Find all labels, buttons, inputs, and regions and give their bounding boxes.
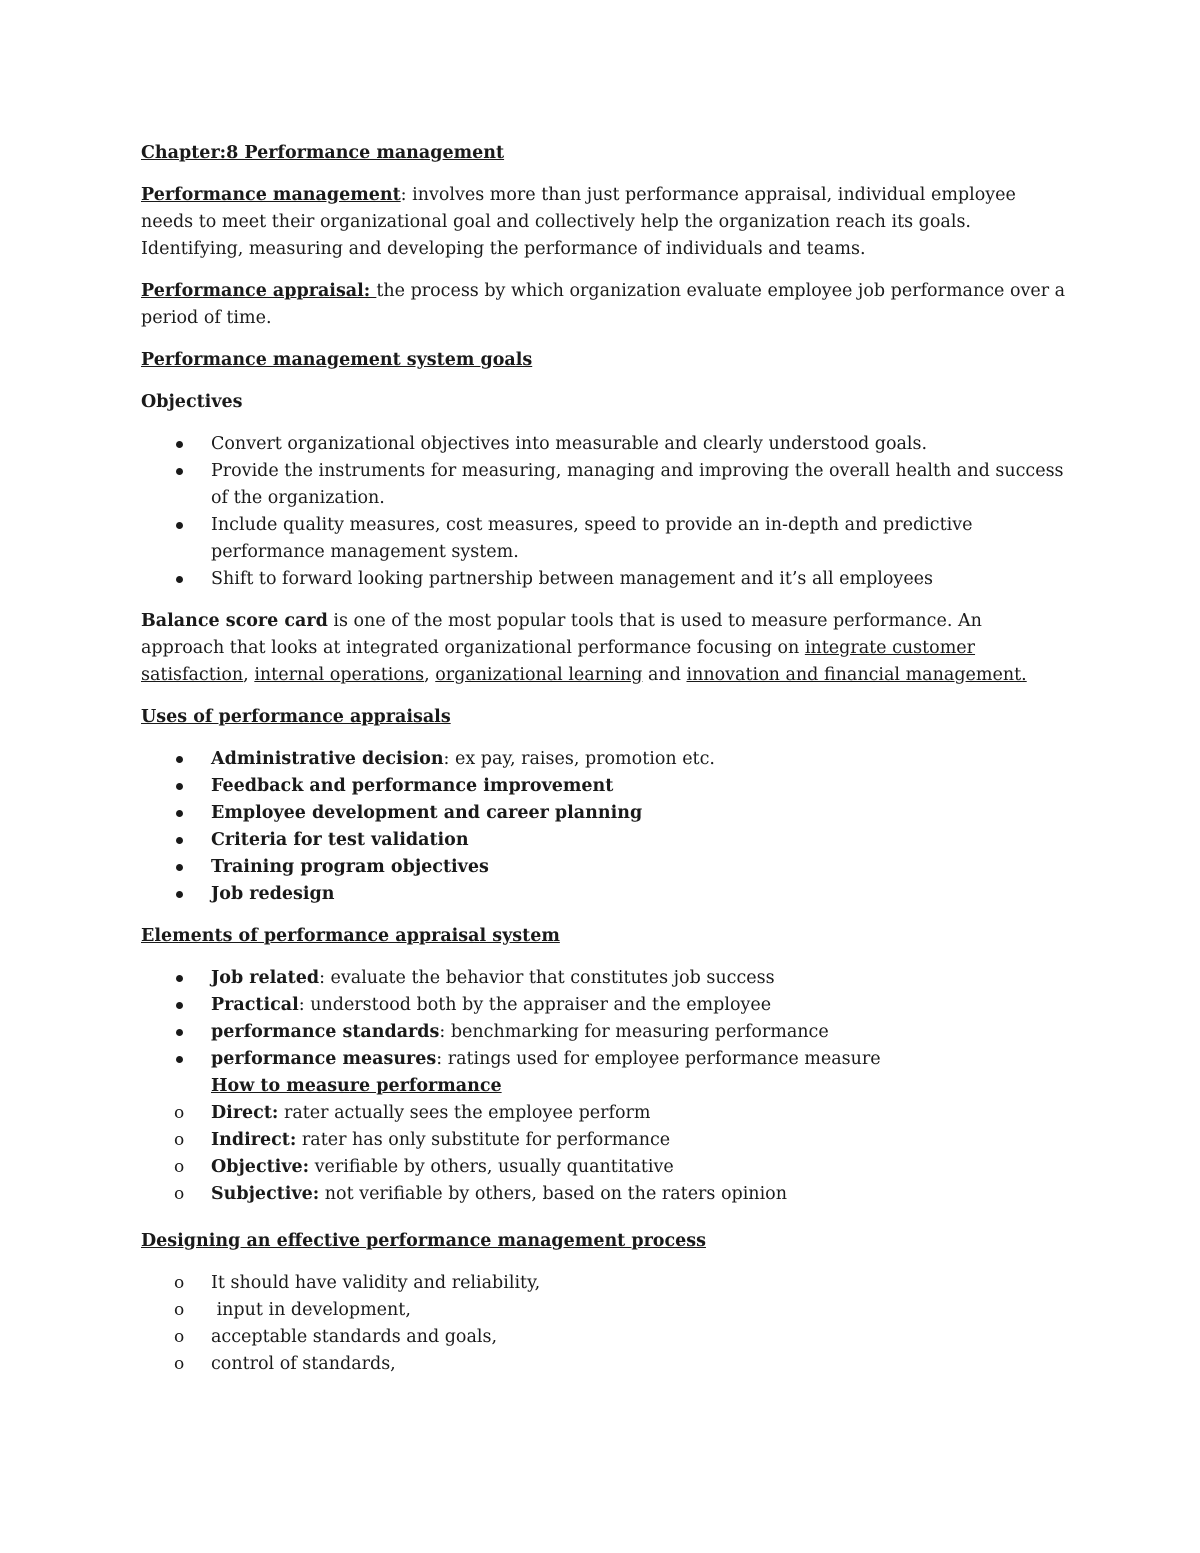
- list-item: [141, 512, 1066, 566]
- list-item: [141, 965, 1066, 992]
- list-item-term: Employee development and career planning: [211, 803, 643, 823]
- pm-definition: [141, 182, 1066, 263]
- list-item-term: performance standards: [211, 1022, 440, 1042]
- bsc-term: Balance score card: [141, 611, 328, 631]
- chapter-title: Chapter:8 Performance management: [141, 143, 505, 163]
- list-item: [141, 1019, 1066, 1046]
- list-item: [141, 1127, 1066, 1154]
- list-item-text: : ratings used for employee performance measure: [436, 1049, 881, 1069]
- circle-bullet-icon: o: [174, 1130, 185, 1150]
- list-item-term: Job related: [211, 968, 320, 988]
- list-item: [141, 1181, 1066, 1208]
- list-item: [141, 1154, 1066, 1181]
- list-item-text: verifiable by others, usually quantitative: [309, 1157, 674, 1177]
- list-item-term: Objective:: [211, 1157, 310, 1177]
- list-item: [141, 1046, 1066, 1073]
- list-item-term: Practical: [211, 995, 299, 1015]
- pa-definition: [141, 278, 1066, 332]
- list-item: [141, 1324, 1066, 1351]
- list-item-text: Provide the instruments for measuring, managing and improving the overall health and success of the organization.: [211, 461, 1064, 508]
- bsc-underlined-2: internal operations: [254, 665, 425, 685]
- circle-bullet-icon: o: [174, 1103, 185, 1123]
- list-item-text: : evaluate the behavior that constitutes job success: [319, 968, 775, 988]
- list-item-text: rater actually sees the employee perform: [278, 1103, 651, 1123]
- list-item-text: control of standards,: [211, 1354, 396, 1374]
- list-item-term: Feedback and performance improvement: [211, 776, 614, 796]
- bsc-sep-1: ,: [243, 665, 255, 685]
- list-item-term: Indirect:: [211, 1130, 297, 1150]
- uses-heading: Uses of performance appraisals: [141, 707, 451, 727]
- list-item: [141, 773, 1066, 800]
- designing-list: [141, 1270, 1066, 1378]
- list-item-text: Include quality measures, cost measures, speed to provide an in-depth and predictive performance management system.: [211, 515, 973, 562]
- list-item: [141, 1297, 1066, 1324]
- bsc-sep-3: and: [642, 665, 687, 685]
- list-item: [141, 827, 1066, 854]
- elements-list: [141, 965, 1066, 1073]
- designing-heading: Designing an effective performance management process: [141, 1231, 706, 1251]
- list-item-term: Training program objectives: [211, 857, 489, 877]
- circle-bullet-icon: o: [174, 1327, 185, 1347]
- measure-heading: How to measure performance: [211, 1076, 502, 1096]
- measures-list: [141, 1100, 1066, 1208]
- pm-term: Performance management: [141, 185, 401, 205]
- list-item: [141, 746, 1066, 773]
- objectives-list: [141, 431, 1066, 593]
- list-item-text: Convert organizational objectives into measurable and clearly understood goals.: [211, 434, 928, 454]
- list-item: [141, 1270, 1066, 1297]
- list-item: [141, 458, 1066, 512]
- list-item-text: acceptable standards and goals,: [211, 1327, 498, 1347]
- list-item-text: It should have validity and reliability,: [211, 1273, 541, 1293]
- document-page: [141, 140, 1066, 1393]
- goals-heading: Performance management system goals: [141, 350, 533, 370]
- bsc-sep-2: ,: [424, 665, 436, 685]
- circle-bullet-icon: o: [174, 1157, 185, 1177]
- objectives-heading: Objectives: [141, 392, 243, 412]
- list-item-text: Shift to forward looking partnership between management and it’s all employees: [211, 569, 934, 589]
- list-item: [141, 992, 1066, 1019]
- circle-bullet-icon: o: [174, 1300, 185, 1320]
- list-item-text: : ex pay, raises, promotion etc.: [443, 749, 715, 769]
- circle-bullet-icon: o: [174, 1184, 185, 1204]
- pa-text: the process by which organization evaluate employee job performance over a period of time.: [141, 281, 1066, 328]
- circle-bullet-icon: o: [174, 1354, 185, 1374]
- pm-text: : involves more than just performance appraisal, individual employee needs to meet their organizational goal and collectively help the organization reach its goals. Identifying, measuring and developing the performance of individuals and teams.: [141, 185, 1016, 259]
- list-item: [141, 1351, 1066, 1378]
- bsc-underlined-4: innovation and financial management.: [686, 665, 1027, 685]
- bsc-underlined-1: integrate customer satisfaction: [141, 638, 976, 685]
- bsc-text: is one of the most popular tools that is used to measure performance. An approach that looks at integrated organizational performance focusing on: [141, 611, 982, 658]
- pa-term: Performance appraisal:: [141, 281, 377, 301]
- list-item-term: Job redesign: [211, 884, 335, 904]
- list-item: [141, 854, 1066, 881]
- circle-bullet-icon: o: [174, 1273, 185, 1293]
- elements-heading: Elements of performance appraisal system: [141, 926, 560, 946]
- list-item: [141, 800, 1066, 827]
- list-item: [141, 431, 1066, 458]
- list-item-term: Criteria for test validation: [211, 830, 469, 850]
- list-item-term: Direct:: [211, 1103, 279, 1123]
- bsc-underlined-3: organizational learning: [435, 665, 643, 685]
- list-item: [141, 566, 1066, 593]
- list-item: [141, 881, 1066, 908]
- list-item-term: performance measures: [211, 1049, 437, 1069]
- list-item-text: : understood both by the appraiser and the employee: [298, 995, 772, 1015]
- balance-score-card-paragraph: [141, 608, 1066, 689]
- uses-list: [141, 746, 1066, 908]
- list-item-text: input in development,: [211, 1300, 411, 1320]
- list-item-term: Subjective:: [211, 1184, 320, 1204]
- list-item-text: rater has only substitute for performance: [296, 1130, 671, 1150]
- list-item: [141, 1100, 1066, 1127]
- list-item-text: not verifiable by others, based on the raters opinion: [319, 1184, 787, 1204]
- list-item-text: : benchmarking for measuring performance: [439, 1022, 829, 1042]
- list-item-term: Administrative decision: [211, 749, 444, 769]
